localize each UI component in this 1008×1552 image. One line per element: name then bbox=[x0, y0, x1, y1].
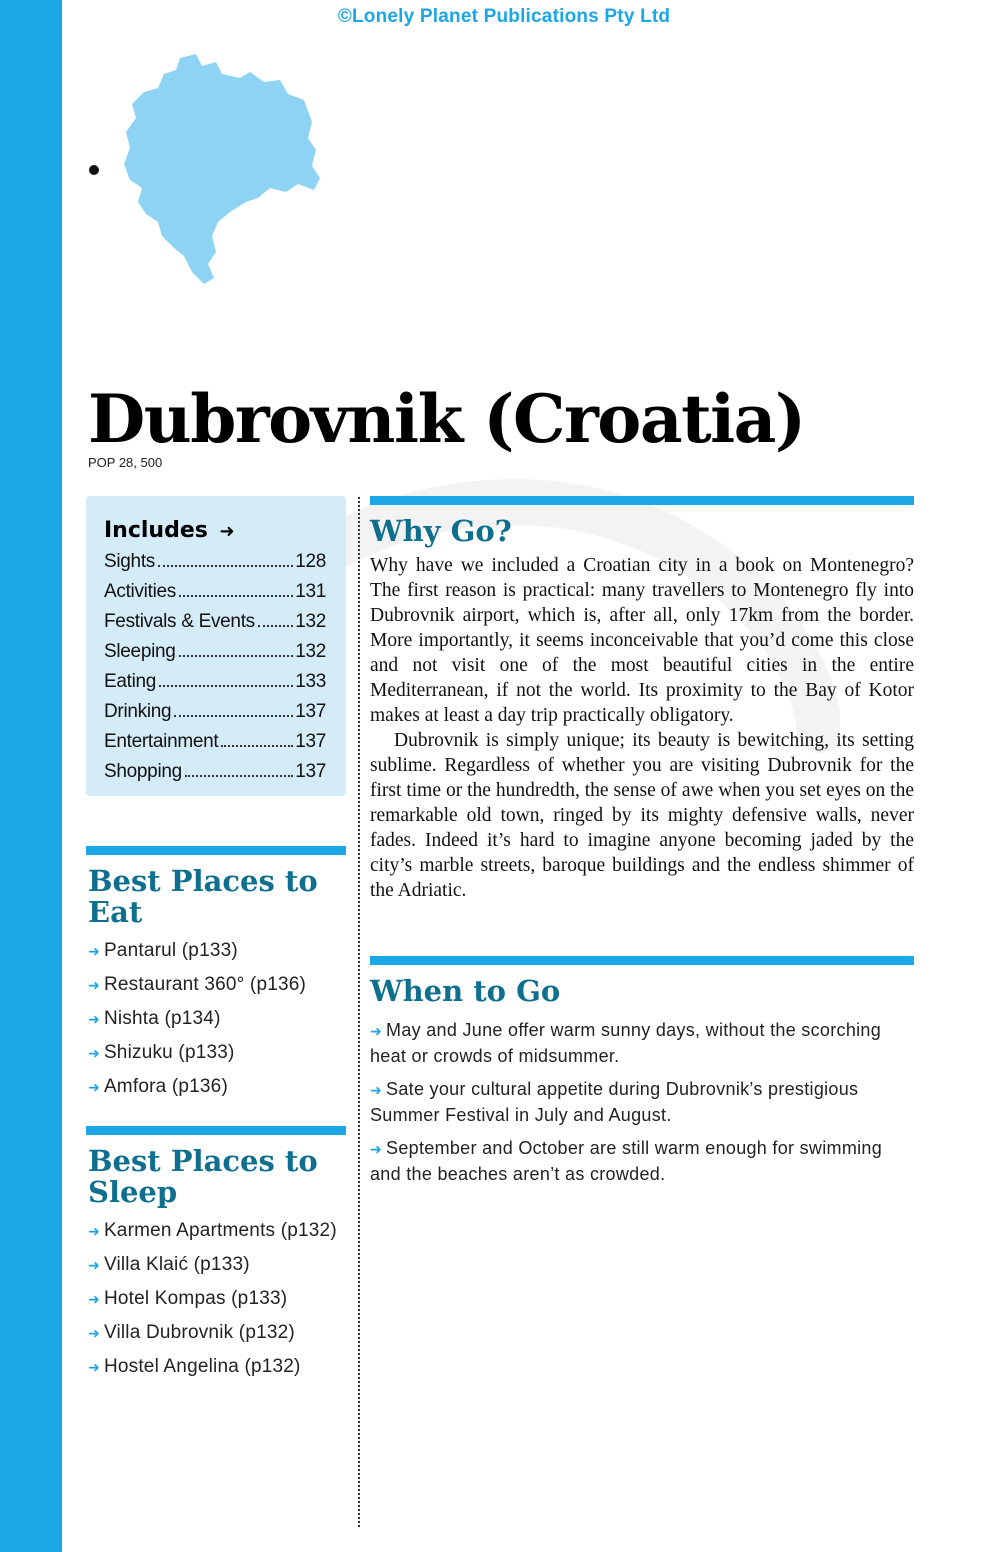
list-item-text: Amfora (p136) bbox=[103, 1076, 228, 1097]
arrow-right-icon: ➜ bbox=[88, 977, 100, 993]
best-eat-item bbox=[88, 972, 343, 998]
map-outline bbox=[124, 54, 320, 284]
leader-dots bbox=[179, 595, 293, 597]
best-sleep-item bbox=[88, 1320, 343, 1346]
arrow-right-icon: ➜ bbox=[370, 1141, 383, 1157]
includes-row bbox=[104, 697, 326, 727]
best-eat-heading: Best Places to Eat bbox=[88, 864, 318, 929]
best-eat-item bbox=[88, 938, 343, 964]
includes-label: Eating bbox=[104, 671, 157, 692]
left-color-band bbox=[0, 0, 62, 1552]
page-title: Dubrovnik (Croatia) bbox=[88, 380, 805, 458]
when-to-go-heading: When to Go bbox=[370, 974, 561, 1008]
leader-dots bbox=[174, 715, 293, 717]
arrow-right-icon: ➜ bbox=[370, 1023, 383, 1039]
includes-page: 131 bbox=[295, 581, 326, 602]
includes-page: 137 bbox=[295, 701, 326, 722]
arrow-right-icon: ➜ bbox=[88, 1223, 100, 1239]
when-to-go-item bbox=[370, 1018, 914, 1069]
leader-dots bbox=[158, 565, 293, 567]
arrow-right-icon: ➜ bbox=[88, 1011, 100, 1027]
includes-page: 133 bbox=[295, 671, 326, 692]
list-item-text: Sate your cultural appetite during Dubrovnik’s prestigious Summer Festival in July and August. bbox=[370, 1079, 859, 1125]
leader-dots bbox=[221, 745, 293, 747]
best-sleep-item bbox=[88, 1354, 343, 1380]
section-rule-when bbox=[370, 956, 914, 965]
list-item-text: Hostel Angelina (p132) bbox=[103, 1356, 301, 1377]
why-go-paragraph: Dubrovnik is simply unique; its beauty is bewitching, its setting sublime. Regardless of whether you are visiting Dubrovnik for the first time or the hundredth, the sense of awe when you set eyes on the remarkable old town, ringed by its mighty defensive walls, never fades. Indeed it’s hard to imagine anyone becoming jaded by the city’s marble streets, baroque buildings and the endless shimmer of the Adriatic. bbox=[370, 730, 914, 901]
includes-row bbox=[104, 727, 326, 757]
includes-row bbox=[104, 607, 326, 637]
population-label: POP 28, 500 bbox=[88, 455, 163, 470]
list-item-text: Shizuku (p133) bbox=[103, 1042, 235, 1063]
best-sleep-list bbox=[88, 1218, 343, 1388]
includes-row bbox=[104, 637, 326, 667]
includes-page: 128 bbox=[295, 551, 326, 572]
when-to-go-list bbox=[370, 1018, 914, 1195]
includes-label: Sights bbox=[104, 551, 156, 572]
best-eat-item bbox=[88, 1074, 343, 1100]
when-to-go-item bbox=[370, 1136, 914, 1187]
includes-heading-text: Includes bbox=[104, 518, 208, 543]
list-item-text: Nishta (p134) bbox=[103, 1008, 221, 1029]
includes-page: 132 bbox=[295, 611, 326, 632]
list-item-text: Hotel Kompas (p133) bbox=[103, 1288, 288, 1309]
includes-heading bbox=[104, 518, 326, 543]
arrow-right-icon: ➜ bbox=[88, 1257, 100, 1273]
arrow-right-icon: ➜ bbox=[219, 521, 235, 542]
leader-dots bbox=[258, 625, 293, 627]
includes-label: Drinking bbox=[104, 701, 172, 722]
best-sleep-item bbox=[88, 1286, 343, 1312]
arrow-right-icon: ➜ bbox=[88, 943, 100, 959]
leader-dots bbox=[159, 685, 293, 687]
best-eat-item bbox=[88, 1006, 343, 1032]
includes-label: Sleeping bbox=[104, 641, 176, 662]
list-item-text: Pantarul (p133) bbox=[103, 940, 238, 961]
includes-row bbox=[104, 757, 326, 787]
arrow-right-icon: ➜ bbox=[88, 1045, 100, 1061]
includes-label: Festivals & Events bbox=[104, 611, 255, 632]
section-rule-sleep bbox=[86, 1126, 346, 1135]
why-go-heading: Why Go? bbox=[370, 514, 512, 548]
list-item-text: Karmen Apartments (p132) bbox=[103, 1220, 337, 1241]
list-item-text: Restaurant 360° (p136) bbox=[103, 974, 307, 995]
arrow-right-icon: ➜ bbox=[88, 1359, 100, 1375]
list-item-text: September and October are still warm enough for swimming and the beaches aren’t as crowded. bbox=[370, 1138, 883, 1184]
best-eat-list bbox=[88, 938, 343, 1108]
includes-list bbox=[104, 547, 326, 787]
includes-page: 137 bbox=[295, 731, 326, 752]
includes-box bbox=[86, 496, 346, 796]
when-to-go-item bbox=[370, 1077, 914, 1128]
section-rule-why bbox=[370, 496, 914, 505]
why-go-paragraph: Why have we included a Croatian city in a book on Montenegro? The first reason is practical: many travellers to Montenegro fly into Dubrovnik airport, which is, after all, only 17km from the border. More importantly, it seems inconceivable that you’d come this close and not visit one of the most beautiful cities in the entire Mediterranean, if not the world. Its proximity to the Bay of Kotor makes at least a day trip practically obligatory. bbox=[370, 555, 914, 726]
column-divider bbox=[358, 497, 360, 1527]
best-sleep-item bbox=[88, 1252, 343, 1278]
arrow-right-icon: ➜ bbox=[88, 1325, 100, 1341]
includes-row bbox=[104, 547, 326, 577]
includes-row bbox=[104, 577, 326, 607]
arrow-right-icon: ➜ bbox=[88, 1291, 100, 1307]
leader-dots bbox=[185, 775, 293, 777]
includes-page: 132 bbox=[295, 641, 326, 662]
why-go-body bbox=[370, 553, 914, 903]
list-item-text: Villa Dubrovnik (p132) bbox=[103, 1322, 295, 1343]
includes-label: Shopping bbox=[104, 761, 182, 782]
includes-label: Activities bbox=[104, 581, 176, 602]
montenegro-map-icon bbox=[118, 52, 323, 287]
includes-label: Entertainment bbox=[104, 731, 219, 752]
arrow-right-icon: ➜ bbox=[88, 1079, 100, 1095]
includes-page: 137 bbox=[295, 761, 326, 782]
arrow-right-icon: ➜ bbox=[370, 1082, 383, 1098]
copyright-notice: ©Lonely Planet Publications Pty Ltd bbox=[337, 6, 671, 27]
best-sleep-item bbox=[88, 1218, 343, 1244]
best-sleep-heading: Best Places to Sleep bbox=[88, 1144, 318, 1209]
best-eat-item bbox=[88, 1040, 343, 1066]
list-item-text: May and June offer warm sunny days, without the scorching heat or crowds of midsummer. bbox=[370, 1020, 882, 1066]
includes-row bbox=[104, 667, 326, 697]
locator-dot bbox=[89, 165, 99, 175]
section-rule-eat bbox=[86, 846, 346, 855]
leader-dots bbox=[179, 655, 294, 657]
list-item-text: Villa Klaić (p133) bbox=[103, 1254, 250, 1275]
